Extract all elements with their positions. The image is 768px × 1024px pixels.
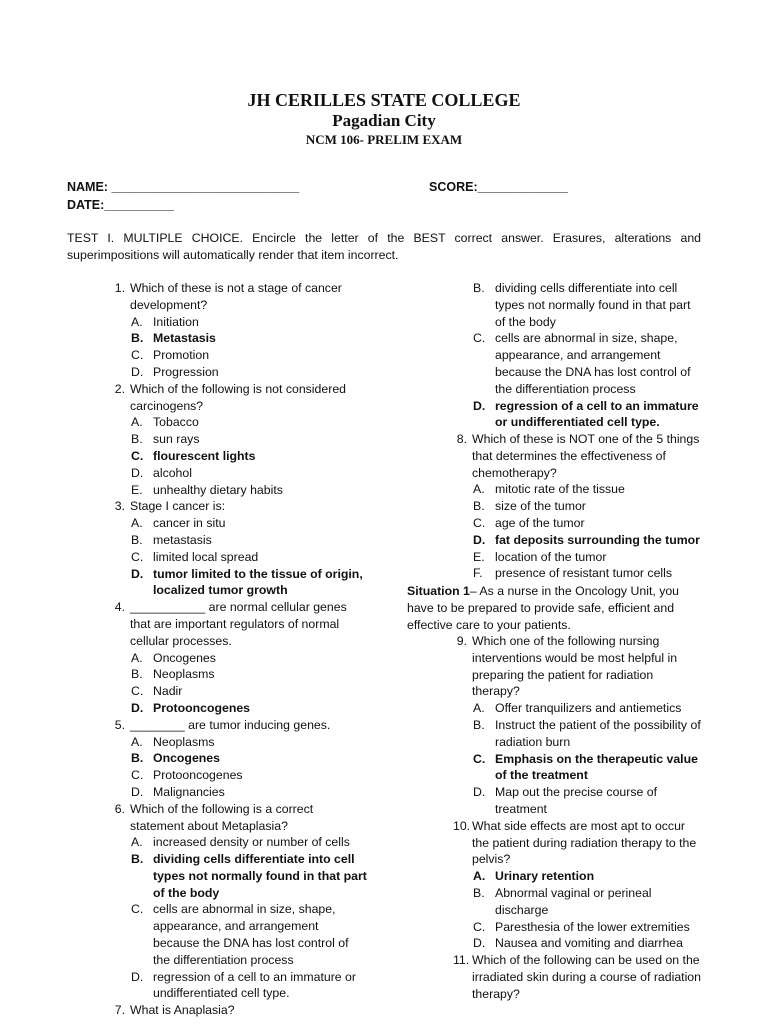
option-letter: D. [131, 465, 144, 480]
left-column [111, 280, 367, 1019]
answer-option [131, 666, 367, 683]
option-text: Initiation [153, 314, 199, 329]
question-item [453, 952, 703, 1002]
option-text: Progression [153, 364, 219, 379]
question-item [111, 599, 367, 717]
option-letter: E. [473, 549, 485, 564]
option-text: mitotic rate of the tissue [495, 482, 625, 497]
option-text: presence of resistant tumor cells [495, 566, 673, 581]
question-number: 8. [456, 432, 467, 446]
option-text: flourescent lights [153, 448, 256, 463]
option-text: Tobacco [153, 415, 199, 430]
answer-option [131, 515, 367, 532]
answer-option [473, 700, 703, 717]
answer-option [131, 414, 367, 431]
answer-option [473, 330, 703, 397]
option-letter: A. [131, 734, 143, 749]
test-instructions: TEST I. MULTIPLE CHOICE. Encircle the letter of the BEST correct answer. Erasures, alterations and superimpositions will automatically render that item incorrect. [67, 231, 701, 262]
question-number: 3. [114, 499, 125, 514]
option-text: Metastasis [153, 331, 216, 346]
question-item [453, 431, 703, 582]
option-letter: B. [131, 432, 143, 447]
option-letter: C. [131, 768, 144, 783]
exam-title: NCM 106- PRELIM EXAM [305, 132, 463, 147]
answer-option [473, 532, 703, 549]
option-letter: B. [473, 885, 485, 900]
option-letter: B. [131, 331, 144, 346]
option-letter: C. [131, 348, 144, 363]
option-text: Protooncogenes [153, 768, 243, 783]
option-text: Paresthesia of the lower extremities [495, 919, 690, 934]
question-number: 9. [456, 634, 467, 648]
option-text: unhealthy dietary habits [153, 482, 283, 497]
option-text: cells are abnormal in size, shape, appearance, and arrangement because the DNA has lost control of the differentiation process [153, 902, 349, 967]
question-number: 6. [114, 801, 125, 816]
answer-option [131, 314, 367, 331]
school-name: JH CERILLES STATE COLLEGE [247, 90, 521, 110]
question-number: 10. [453, 818, 471, 833]
answer-option [131, 330, 367, 347]
option-text: regression of a cell to an immature or undifferentiated cell type. [495, 398, 699, 430]
option-letter: A. [131, 314, 143, 329]
question-number: 4. [114, 600, 125, 615]
option-letter: B. [131, 751, 144, 766]
option-text: Malignancies [153, 784, 225, 799]
question-text: 11. Which of the following can be used on the irradiated skin during a course of radiation therapy? [453, 953, 701, 1001]
answer-option [473, 935, 703, 952]
city-name: Pagadian City [332, 111, 436, 130]
right-questions [453, 633, 703, 1003]
option-text: Map out the precise course of treatment [495, 785, 657, 816]
option-letter: A. [473, 482, 485, 497]
answer-option [131, 969, 367, 1003]
answer-option [473, 481, 703, 498]
answer-option [473, 885, 703, 919]
option-letter: B. [473, 717, 485, 732]
option-letter: C. [131, 684, 144, 699]
answer-option [473, 549, 703, 566]
answer-option [131, 364, 367, 381]
question-text: 8. Which of these is NOT one of the 5 things that determines the effectiveness of chemotherapy? [453, 431, 703, 481]
option-letter: A. [131, 650, 143, 665]
question-text: 2. Which of the following is not considered carcinogens? [111, 381, 367, 415]
option-text: dividing cells differentiate into cell types not normally found in that part of the body [153, 852, 367, 900]
option-text: Offer tranquilizers and antiemetics [495, 701, 682, 716]
question-8-block [453, 431, 703, 582]
option-letter: F. [473, 566, 483, 581]
option-text: fat deposits surrounding the tumor [495, 532, 700, 547]
answer-option [131, 784, 367, 801]
answer-option [131, 767, 367, 784]
answer-option [473, 919, 703, 936]
question-item [111, 717, 367, 801]
option-letter: B. [131, 667, 143, 682]
question-number: 2. [114, 381, 125, 396]
score-field: SCORE:_____________ [429, 180, 568, 194]
question-item [111, 498, 367, 599]
answer-option [131, 700, 367, 717]
answer-option [131, 549, 367, 566]
option-text: Oncogenes [153, 751, 220, 766]
question-text: 5. ________ are tumor inducing genes. [111, 717, 367, 734]
option-letter: D. [131, 364, 144, 379]
option-text: Oncogenes [153, 650, 216, 665]
question-number: 5. [114, 717, 125, 732]
option-text: Promotion [153, 348, 210, 363]
option-letter: D. [131, 566, 144, 581]
question-text: 9. Which one of the following nursing interventions would be most helpful in preparing the patient for radiation therapy? [453, 633, 703, 700]
answer-option [473, 498, 703, 515]
question-item [111, 801, 367, 1003]
question-item [453, 633, 703, 818]
option-letter: C. [473, 919, 486, 934]
date-field: DATE:__________ [67, 198, 174, 212]
option-letter: A. [131, 516, 143, 531]
answer-option [131, 431, 367, 448]
question-text: 3. Stage I cancer is: [111, 498, 367, 515]
option-letter: D. [473, 532, 486, 547]
option-letter: A. [473, 701, 485, 716]
option-text: Urinary retention [495, 869, 595, 884]
option-text: Instruct the patient of the possibility of radiation burn [495, 717, 701, 749]
option-letter: D. [131, 784, 144, 799]
answer-option [131, 532, 367, 549]
exam-header [0, 90, 768, 148]
situation-label: Situation 1 [407, 584, 470, 598]
option-text: size of the tumor [495, 499, 586, 514]
answer-option [131, 650, 367, 667]
right-column-continuation [453, 280, 703, 431]
option-letter: B. [131, 852, 144, 867]
name-field: NAME: ___________________________ [67, 180, 300, 194]
option-letter: D. [473, 936, 486, 951]
answer-option [131, 482, 367, 499]
option-letter: D. [473, 785, 486, 800]
question-number: 7. [114, 1003, 125, 1018]
answer-option [473, 717, 703, 751]
answer-option [131, 834, 367, 851]
answer-option [131, 465, 367, 482]
option-text: regression of a cell to an immature or undifferentiated cell type. [153, 969, 356, 1001]
answer-option [131, 901, 367, 968]
option-letter: B. [473, 499, 485, 514]
option-text: metastasis [153, 532, 212, 547]
answer-option [473, 751, 703, 785]
option-text: tumor limited to the tissue of origin, localized tumor growth [153, 566, 363, 598]
option-letter: C. [131, 902, 144, 917]
option-letter: B. [473, 281, 485, 295]
option-text: age of the tumor [495, 515, 585, 530]
answer-option [131, 734, 367, 751]
option-text: Neoplasms [153, 734, 215, 749]
option-text: cells are abnormal in size, shape, appearance, and arrangement because the DNA has lost control of the differentiation process [495, 331, 691, 396]
answer-option [473, 280, 703, 330]
option-text: Neoplasms [153, 667, 215, 682]
situation-text: – As a nurse in the Oncology Unit, you have to be prepared to provide safe, efficient and effective care to your patients. [407, 584, 680, 632]
option-text: Abnormal vaginal or perineal discharge [495, 885, 652, 917]
question-item [111, 381, 367, 499]
option-letter: D. [473, 398, 486, 413]
answer-option [473, 784, 703, 818]
option-text: dividing cells differentiate into cell types not normally found in that part of the body [495, 281, 691, 329]
question-number: 11. [453, 953, 470, 968]
answer-option [473, 398, 703, 432]
option-text: Nadir [153, 684, 183, 699]
option-letter: C. [473, 515, 486, 530]
answer-option [473, 515, 703, 532]
option-letter: C. [473, 751, 486, 766]
option-text: cancer in situ [153, 516, 226, 531]
option-letter: B. [131, 532, 143, 547]
option-letter: A. [473, 869, 486, 884]
question-text: 7. What is Anaplasia? [111, 1002, 367, 1019]
question-text: 1. Which of these is not a stage of cancer development? [111, 280, 367, 314]
option-text: Protooncogenes [153, 700, 251, 715]
option-letter: A. [131, 415, 143, 430]
option-text: Nausea and vomiting and diarrhea [495, 936, 683, 951]
option-text: alcohol [153, 465, 192, 480]
answer-option [131, 851, 367, 901]
question-text: 6. Which of the following is a correct statement about Metaplasia? [111, 801, 367, 835]
option-letter: C. [473, 331, 486, 346]
question-item [111, 1002, 367, 1019]
option-letter: D. [131, 969, 144, 984]
option-letter: D. [131, 700, 144, 715]
option-text: limited local spread [153, 549, 259, 564]
question-text: 4. ___________ are normal cellular genes that are important regulators of normal cellular processes. [111, 599, 367, 649]
answer-option [473, 565, 703, 582]
answer-option [131, 347, 367, 364]
option-text: location of the tumor [495, 549, 607, 564]
question-text: 10. What side effects are most apt to occur the patient during radiation therapy to the pelvis? [453, 818, 697, 867]
option-letter: C. [131, 549, 144, 564]
option-text: Emphasis on the therapeutic value of the treatment [495, 751, 698, 783]
option-letter: C. [131, 448, 144, 463]
answer-option [131, 566, 367, 600]
option-letter: A. [131, 835, 143, 850]
question-item [453, 818, 703, 952]
option-letter: E. [131, 482, 143, 497]
option-text: increased density or number of cells [153, 835, 350, 850]
answer-option [473, 868, 703, 885]
situation-block [407, 583, 703, 633]
question-item [111, 280, 367, 381]
answer-option [131, 683, 367, 700]
question-number: 1. [114, 281, 125, 295]
answer-option [131, 750, 367, 767]
option-text: sun rays [153, 432, 200, 447]
answer-option [131, 448, 367, 465]
